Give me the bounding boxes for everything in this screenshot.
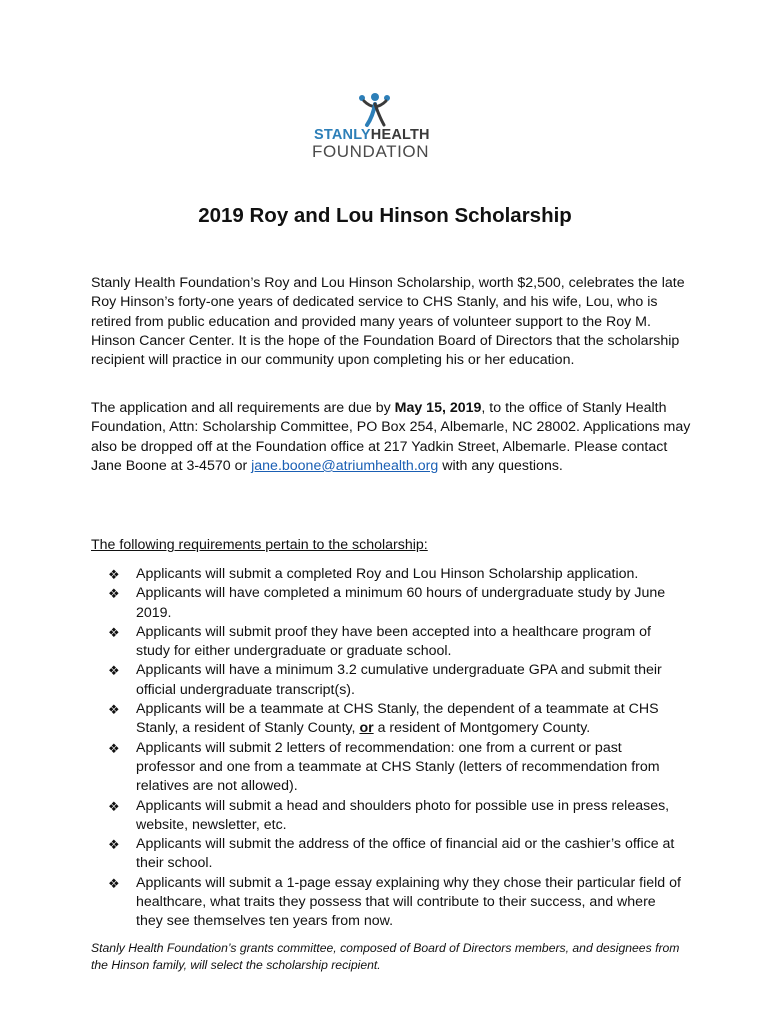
deadline-text-after: , to the office of Stanly Health Foundation, Attn: Scholarship Committee, PO Box 254, Albemarle, NC 28002. Applications may also be dropped off at the Foundation office at 217 Yadkin Street, Albemarle. Please contact Jane Boone at 3-4570 or (91, 400, 691, 474)
list-item (108, 584, 683, 623)
contact-email-link[interactable]: jane.boone@atriumhealth.org (251, 457, 439, 474)
list-item (108, 623, 683, 662)
diamond-bullet-icon: ❖ (108, 624, 120, 640)
list-item (108, 700, 683, 739)
requirement-text-end: a resident of Montgomery County. (373, 720, 591, 737)
foundation-logo (308, 92, 468, 164)
diamond-bullet-icon: ❖ (108, 567, 120, 582)
page-title: 2019 Roy and Lou Hinson Scholarship (198, 204, 572, 227)
deadline-text-before: The application and all requirements are due by (91, 400, 395, 416)
logo-health: HEALTH (370, 127, 430, 143)
list-item (108, 565, 683, 584)
list-item (108, 661, 683, 700)
person-figure-icon (348, 92, 408, 128)
requirement-text: Applicants will submit a 1-page essay explaining why they chose their particular field of healthcare, what traits they possess that will contribute to their success, and where they see themselves ten years from now. (136, 874, 681, 930)
logo-stanly: STANLY (314, 127, 371, 143)
diamond-bullet-icon: ❖ (108, 875, 120, 891)
requirement-text: Applicants will have completed a minimum 60 hours of undergraduate study by June 2019. (136, 585, 666, 621)
list-item (108, 835, 683, 874)
diamond-bullet-icon: ❖ (108, 837, 120, 853)
deadline-text-end: with any questions. (438, 457, 563, 474)
diamond-bullet-icon: ❖ (108, 798, 120, 814)
requirement-text: Applicants will submit a completed Roy and Lou Hinson Scholarship application. (136, 566, 639, 582)
requirement-text: Applicants will submit a head and shoulders photo for possible use in press releases, website, newsletter, etc. (136, 797, 670, 833)
diamond-bullet-icon: ❖ (108, 663, 120, 679)
requirement-text: Applicants will submit proof they have been accepted into a healthcare program of study for either undergraduate or graduate school. (136, 623, 651, 660)
intro-paragraph: Stanly Health Foundation’s Roy and Lou Hinson Scholarship, worth $2,500, celebrates the late Roy Hinson’s forty-one years of dedicated service to CHS Stanly, and his wife, Lou, who is retired from public education and provided many years of volunteer support to the Roy M. Hinson Cancer Center. It is the hope of the Foundation Board of Directors that the scholarship recipient will practice in our community upon completing his or her education. (91, 275, 685, 369)
diamond-bullet-icon: ❖ (108, 740, 120, 756)
requirement-text: Applicants will be a teammate at CHS Stanly, the dependent of a teammate at CHS Stanly, a resident of Stanly County, (136, 701, 659, 737)
footer-note: Stanly Health Foundation’s grants committee, composed of Board of Directors members, and designees from the Hinson family, will select the scholarship recipient. (91, 941, 680, 972)
due-date: May 15, 2019 (394, 400, 482, 416)
requirements-list (108, 565, 683, 932)
requirements-header: The following requirements pertain to the scholarship: (91, 537, 428, 553)
logo-name (314, 127, 430, 143)
requirement-text: Applicants will have a minimum 3.2 cumulative undergraduate GPA and submit their official undergraduate transcript(s). (136, 662, 662, 698)
logo-foundation: FOUNDATION (312, 142, 430, 161)
list-item (108, 797, 683, 836)
list-item (108, 739, 683, 797)
requirement-text: Applicants will submit 2 letters of recommendation: one from a current or past professor and one from a teammate at CHS Stanly (letters of recommendation from relatives are not allowed). (136, 739, 660, 795)
diamond-bullet-icon: ❖ (108, 702, 120, 718)
list-item (108, 874, 683, 932)
emphasis-or: or (359, 720, 374, 737)
requirement-text: Applicants will submit the address of the office of financial aid or the cashier’s office at their school. (136, 836, 675, 872)
deadline-paragraph (91, 399, 691, 476)
diamond-bullet-icon: ❖ (108, 586, 120, 602)
